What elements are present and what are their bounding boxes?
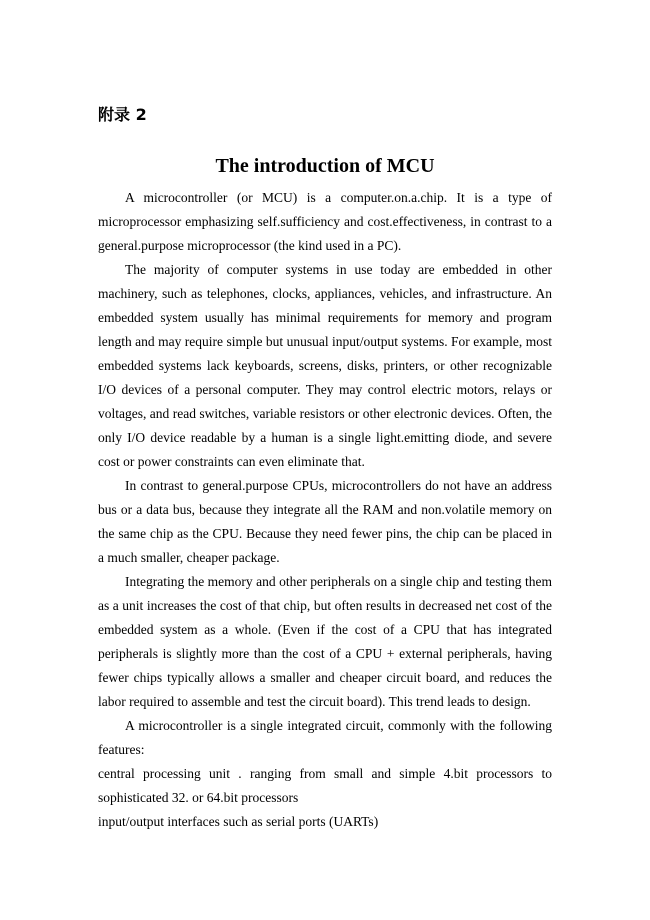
- paragraph-3: In contrast to general.purpose CPUs, microcontrollers do not have an address bus or a data bus, because they integrate all the RAM and non.volatile memory on the same chip as the CPU. Because they need fewer pins, the chip can be placed in a much smaller, cheaper package.: [98, 478, 552, 565]
- body-text: [98, 186, 552, 834]
- list-item-cpu: central processing unit . ranging from small and simple 4.bit processors to sophisticated 32. or 64.bit processors: [98, 766, 552, 805]
- list-item-io: input/output interfaces such as serial ports (UARTs): [98, 814, 379, 829]
- paragraph-1: A microcontroller (or MCU) is a computer.on.a.chip. It is a type of microprocessor emphasizing self.sufficiency and cost.effectiveness, in contrast to a general.purpose microprocessor (the kind used in a PC).: [98, 190, 552, 253]
- paragraph-4: Integrating the memory and other peripherals on a single chip and testing them as a unit increases the cost of that chip, but often results in decreased net cost of the embedded system as a whole. (Even if the cost of a CPU that has integrated peripherals is slightly more than the cost of a CPU + external peripherals, having fewer chips typically allows a smaller and cheaper circuit board, and reduces the labor required to assemble and test the circuit board). This trend leads to design.: [98, 574, 552, 709]
- paragraph-2: The majority of computer systems in use today are embedded in other machinery, such as telephones, clocks, appliances, vehicles, and infrastructure. An embedded system usually has minimal requirements for memory and program length and may require simple but unusual input/output systems. For example, most embedded systems lack keyboards, screens, disks, printers, or other recognizable I/O devices of a personal computer. They may control electric motors, relays or voltages, and read switches, variable resistors or other electronic devices. Often, the only I/O device readable by a human is a single light.emitting diode, and severe cost or power constraints can even eliminate that.: [98, 262, 552, 469]
- appendix-label: 附录 2: [98, 105, 147, 124]
- paragraph-5: A microcontroller is a single integrated circuit, commonly with the following features:: [98, 718, 552, 757]
- page-title: The introduction of MCU: [215, 155, 435, 177]
